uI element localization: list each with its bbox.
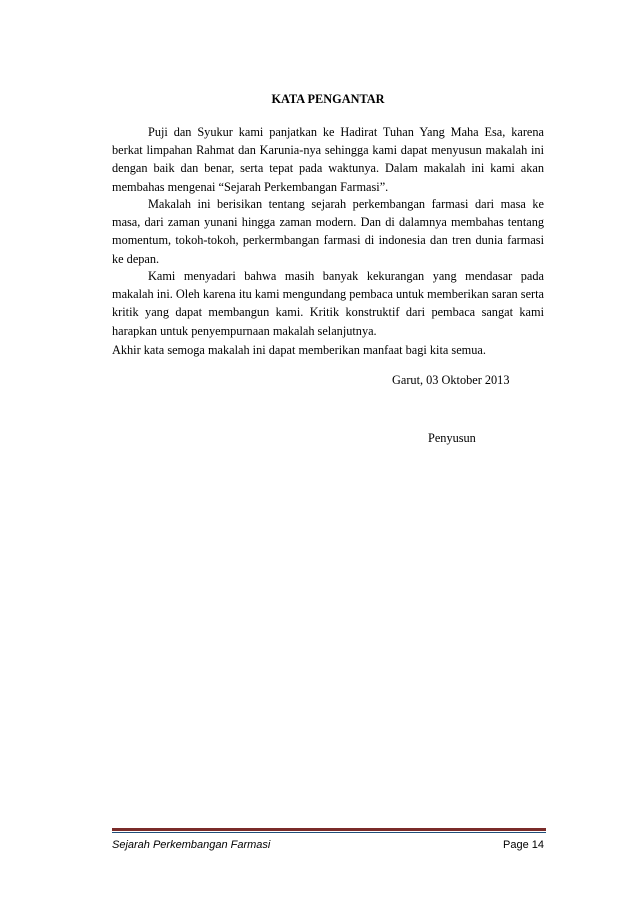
place-date: Garut, 03 Oktober 2013: [392, 373, 510, 387]
page-title: KATA PENGANTAR: [271, 92, 385, 106]
paragraph-closing: Akhir kata semoga makalah ini dapat memberikan manfaat bagi kita semua.: [112, 343, 486, 357]
footer-rule-thick: [112, 828, 546, 831]
footer-document-title: Sejarah Perkembangan Farmasi: [112, 839, 271, 851]
footer-page-number: Page 14: [503, 839, 544, 851]
footer-rule-thin: [112, 832, 546, 833]
paragraph-2: Makalah ini berisikan tentang sejarah perkembangan farmasi dari masa ke masa, dari zaman yunani hingga zaman modern. Dan di dalamnya membahas tentang momentum, tokoh-tokoh, perkermbangan farmasi di indonesia dan tren dunia farmasi ke depan.: [112, 197, 544, 266]
paragraph-3: Kami menyadari bahwa masih banyak kekurangan yang mendasar pada makalah ini. Oleh karena itu kami mengundang pembaca untuk memberikan saran serta kritik yang dapat membangun kami. Kritik konstruktif dari pembaca sangat kami harapkan untuk penyempurnaan makalah selanjutnya.: [112, 269, 544, 338]
author-signature: Penyusun: [428, 431, 476, 445]
paragraph-1: Puji dan Syukur kami panjatkan ke Hadirat Tuhan Yang Maha Esa, karena berkat limpahan Rahmat dan Karunia-nya sehingga kami dapat menyusun makalah ini dengan baik dan benar, serta tepat pada waktunya. Dalam makalah ini kami akan membahas mengenai “Sejarah Perkembangan Farmasi”.: [112, 125, 544, 194]
